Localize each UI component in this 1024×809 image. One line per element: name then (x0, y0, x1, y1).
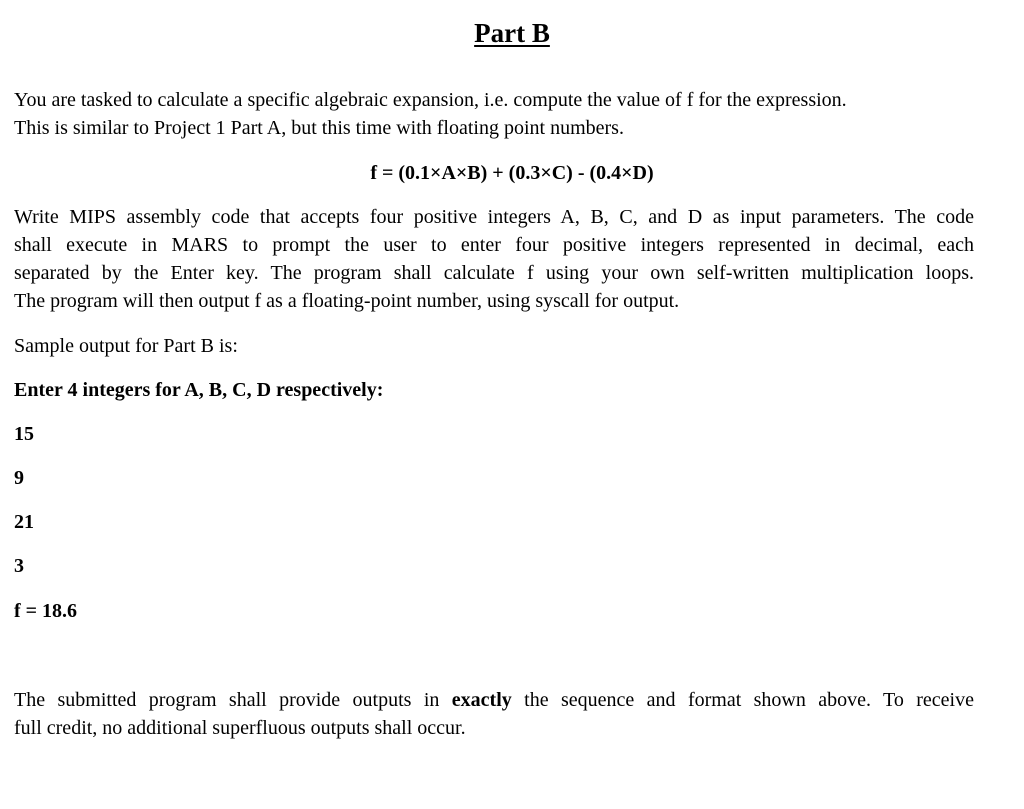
intro-paragraph (14, 86, 974, 142)
closing-text-before: The submitted program shall provide outputs in (14, 689, 452, 711)
sample-input-d: 3 (14, 555, 24, 577)
formula: f = (0.1×A×B) + (0.3×C) - (0.4×D) (370, 162, 654, 184)
instructions-paragraph (14, 203, 974, 315)
sample-intro: Sample output for Part B is: (14, 335, 238, 357)
instructions-line-3: separated by the Enter key. The program shall calculate f using your own self-written multiplication loops. (14, 262, 974, 284)
sample-input-b: 9 (14, 467, 24, 489)
closing-line-1 (14, 686, 974, 714)
sample-input-c: 21 (14, 511, 34, 533)
instructions-line-4: The program will then output f as a floating-point number, using syscall for output. (14, 290, 680, 312)
intro-line-2: This is similar to Project 1 Part A, but this time with floating point numbers. (14, 117, 624, 139)
instructions-line-1: Write MIPS assembly code that accepts four positive integers A, B, C, and D as input parameters. The code (14, 206, 974, 228)
closing-emphasis: exactly (451, 689, 512, 711)
intro-line-1: You are tasked to calculate a specific algebraic expansion, i.e. compute the value of f for the expression. (14, 89, 847, 111)
closing-line-2: full credit, no additional superfluous outputs shall occur. (14, 717, 466, 739)
page-title: Part B (474, 18, 550, 48)
sample-prompt: Enter 4 integers for A, B, C, D respectively: (14, 379, 384, 401)
closing-text-after: the sequence and format shown above. To receive (511, 689, 974, 711)
sample-input-a: 15 (14, 423, 34, 445)
sample-result: f = 18.6 (14, 600, 78, 622)
closing-paragraph (14, 686, 974, 742)
instructions-line-2: shall execute in MARS to prompt the user to enter four positive integers represented in decimal, each (14, 234, 974, 256)
